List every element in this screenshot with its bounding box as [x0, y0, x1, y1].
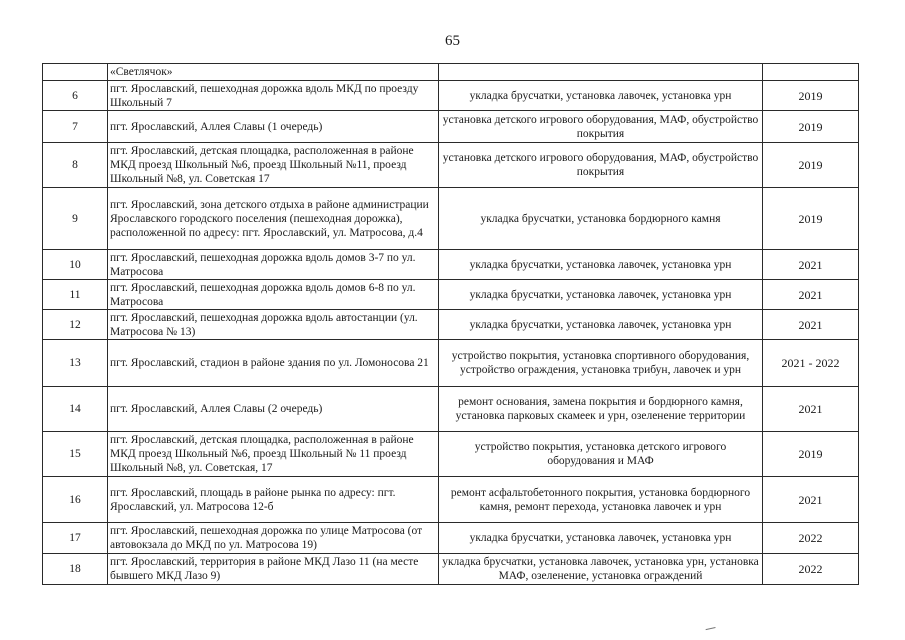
improvement-table: [42, 63, 859, 585]
year-cell: 2019: [763, 432, 859, 477]
table-row: [43, 143, 859, 188]
row-number-cell: 6: [43, 81, 108, 111]
location-cell: пгт. Ярославский, пешеходная дорожка вдоль автостанции (ул. Матросова № 13): [108, 310, 439, 340]
row-number-cell: 9: [43, 188, 108, 250]
row-number-cell: 8: [43, 143, 108, 188]
page-number: 65: [445, 33, 460, 49]
table-row: [43, 387, 859, 432]
row-number-cell: 11: [43, 280, 108, 310]
table-row: [43, 432, 859, 477]
location-cell: пгт. Ярославский, стадион в районе здания по ул. Ломоносова 21: [108, 340, 439, 387]
works-cell: ремонт основания, замена покрытия и бордюрного камня, установка парковых скамеек и урн, озеленение территории: [439, 387, 763, 432]
location-cell: пгт. Ярославский, Аллея Славы (2 очередь): [108, 387, 439, 432]
location-cell: пгт. Ярославский, пешеходная дорожка по улице Матросова (от автовокзала до МКД по ул. Матросова 19): [108, 523, 439, 554]
row-number-cell: 7: [43, 111, 108, 143]
row-number-cell: [43, 64, 108, 81]
location-cell: пгт. Ярославский, Аллея Славы (1 очередь): [108, 111, 439, 143]
table-row: [43, 111, 859, 143]
location-cell: «Светлячок»: [108, 64, 439, 81]
table-row: [43, 477, 859, 523]
table-row: [43, 188, 859, 250]
works-cell: [439, 64, 763, 81]
location-cell: пгт. Ярославский, пешеходная дорожка вдоль МКД по проезду Школьный 7: [108, 81, 439, 111]
table-row: [43, 310, 859, 340]
location-cell: пгт. Ярославский, площадь в районе рынка по адресу: пгт. Ярославский, ул. Матросова 12-б: [108, 477, 439, 523]
table-row: [43, 523, 859, 554]
year-cell: 2021: [763, 477, 859, 523]
year-cell: 2021: [763, 310, 859, 340]
row-number-cell: 17: [43, 523, 108, 554]
location-cell: пгт. Ярославский, пешеходная дорожка вдоль домов 3-7 по ул. Матросова: [108, 250, 439, 280]
row-number-cell: 14: [43, 387, 108, 432]
table-row: [43, 81, 859, 111]
works-cell: укладка брусчатки, установка лавочек, установка урн, установка МАФ, озеленение, установка ограждений: [439, 554, 763, 585]
row-number-cell: 15: [43, 432, 108, 477]
row-number-cell: 16: [43, 477, 108, 523]
year-cell: [763, 64, 859, 81]
year-cell: 2019: [763, 188, 859, 250]
row-number-cell: 18: [43, 554, 108, 585]
table-row: [43, 280, 859, 310]
row-number-cell: 12: [43, 310, 108, 340]
year-cell: 2022: [763, 554, 859, 585]
works-cell: укладка брусчатки, установка лавочек, установка урн: [439, 250, 763, 280]
row-number-cell: 13: [43, 340, 108, 387]
year-cell: 2019: [763, 111, 859, 143]
year-cell: 2021 - 2022: [763, 340, 859, 387]
works-cell: устройство покрытия, установка детского игрового оборудования и МАФ: [439, 432, 763, 477]
table-row: [43, 250, 859, 280]
scan-mark: [706, 627, 717, 634]
year-cell: 2021: [763, 387, 859, 432]
year-cell: 2022: [763, 523, 859, 554]
works-cell: укладка брусчатки, установка лавочек, установка урн: [439, 523, 763, 554]
row-number-cell: 10: [43, 250, 108, 280]
works-cell: ремонт асфальтобетонного покрытия, установка бордюрного камня, ремонт перехода, установка лавочек и урн: [439, 477, 763, 523]
location-cell: пгт. Ярославский, детская площадка, расположенная в районе МКД проезд Школьный №6, проезд Школьный №11, проезд Школьный №8, ул. Советская 17: [108, 143, 439, 188]
location-cell: пгт. Ярославский, зона детского отдыха в районе администрации Ярославского городского поселения (пешеходная дорожка), расположенной по адресу: пгт. Ярославский, ул. Матросова, д.4: [108, 188, 439, 250]
location-cell: пгт. Ярославский, пешеходная дорожка вдоль домов 6-8 по ул. Матросова: [108, 280, 439, 310]
year-cell: 2021: [763, 280, 859, 310]
works-cell: укладка брусчатки, установка лавочек, установка урн: [439, 310, 763, 340]
table-row: [43, 554, 859, 585]
works-cell: укладка брусчатки, установка лавочек, установка урн: [439, 280, 763, 310]
works-cell: устройство покрытия, установка спортивного оборудования, устройство ограждения, установка трибун, лавочек и урн: [439, 340, 763, 387]
works-cell: укладка брусчатки, установка бордюрного камня: [439, 188, 763, 250]
year-cell: 2021: [763, 250, 859, 280]
works-cell: установка детского игрового оборудования, МАФ, обустройство покрытия: [439, 143, 763, 188]
table-row: [43, 340, 859, 387]
location-cell: пгт. Ярославский, территория в районе МКД Лазо 11 (на месте бывшего МКД Лазо 9): [108, 554, 439, 585]
works-cell: установка детского игрового оборудования, МАФ, обустройство покрытия: [439, 111, 763, 143]
location-cell: пгт. Ярославский, детская площадка, расположенная в районе МКД проезд Школьный №6, проезд Школьный № 11 проезд Школьный №8, ул. Советская, 17: [108, 432, 439, 477]
year-cell: 2019: [763, 81, 859, 111]
table-row-continuation: [43, 64, 859, 81]
year-cell: 2019: [763, 143, 859, 188]
works-cell: укладка брусчатки, установка лавочек, установка урн: [439, 81, 763, 111]
